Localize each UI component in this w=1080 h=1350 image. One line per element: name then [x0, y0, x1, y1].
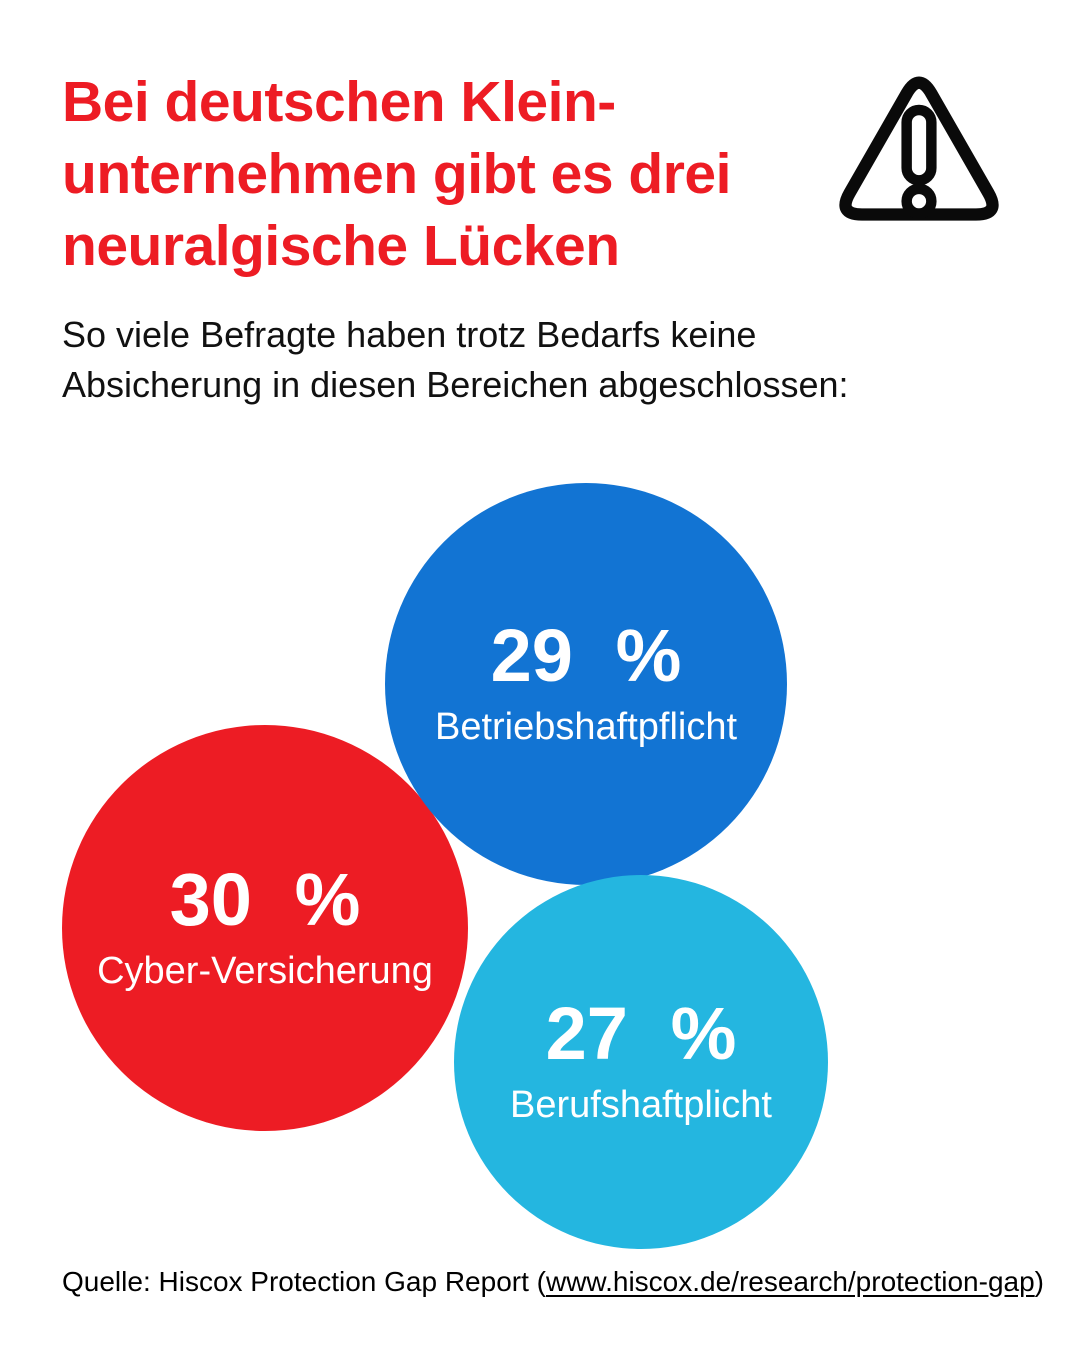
- exclamation-bar: [907, 110, 932, 180]
- page-title: [62, 66, 802, 282]
- bubble-betriebshaftpflicht-value: 29 %: [490, 614, 682, 698]
- exclamation-dot: [907, 189, 932, 214]
- bubble-cyber-versicherung-value: 30 %: [169, 858, 361, 942]
- bubble-cyber-versicherung-label: Cyber-Versicherung: [97, 950, 433, 993]
- warning-triangle-outline: [845, 83, 992, 215]
- bubble-berufshaftplicht-value: 27 %: [545, 992, 737, 1076]
- source-suffix: ): [1034, 1266, 1044, 1297]
- page-title-line-3: neuralgische Lücken: [62, 214, 620, 278]
- page-title-line-1: Bei deutschen Klein-: [62, 70, 616, 134]
- bubble-cyber-versicherung: [62, 725, 468, 1131]
- warning-triangle-icon: [824, 48, 1014, 248]
- bubble-betriebshaftpflicht-label: Betriebshaftpflicht: [434, 706, 738, 749]
- bubble-berufshaftplicht-label: Berufshaftplicht: [510, 1084, 772, 1127]
- subtitle-line-1: So viele Befragte haben trotz Bedarfs keine: [62, 314, 757, 355]
- source-line: [62, 1262, 1042, 1302]
- subtitle-line-2: Absicherung in diesen Bereichen abgeschlossen:: [62, 364, 849, 405]
- source-link[interactable]: www.hiscox.de/research/protection-gap: [545, 1266, 1035, 1297]
- page-title-line-2: unternehmen gibt es drei: [62, 142, 731, 206]
- source-prefix: Quelle: Hiscox Protection Gap Report (: [62, 1266, 546, 1297]
- subtitle: [62, 310, 962, 410]
- bubble-betriebshaftpflicht: [385, 483, 787, 885]
- bubble-berufshaftplicht: [454, 875, 828, 1249]
